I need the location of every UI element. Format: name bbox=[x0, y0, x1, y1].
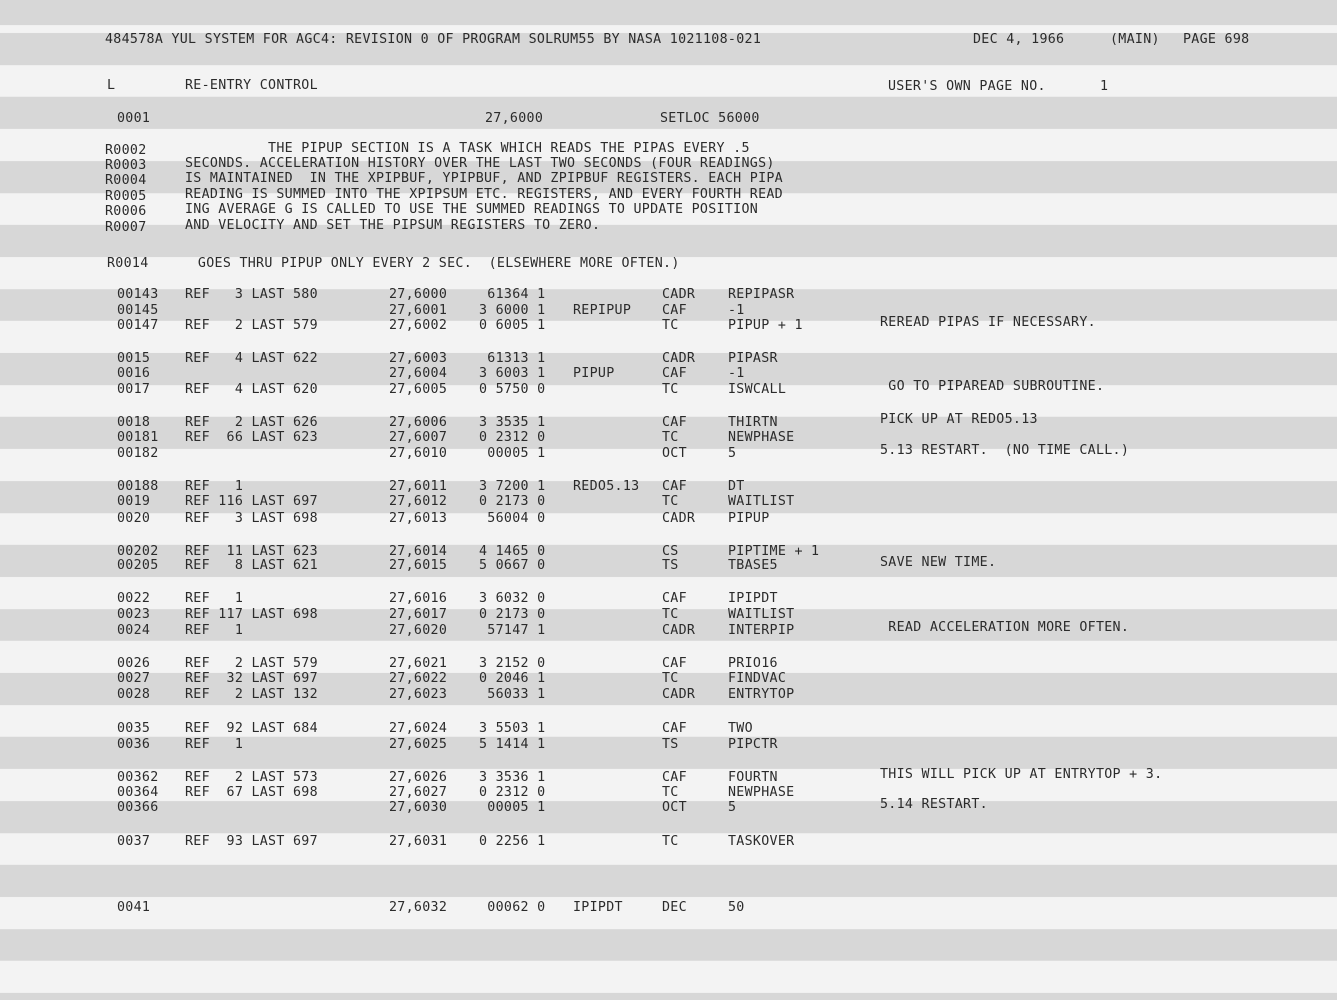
operand: WAITLIST bbox=[728, 607, 795, 622]
octal-word: 4 1465 0 bbox=[479, 544, 546, 559]
opcode: CADR bbox=[662, 351, 696, 366]
setloc-addr: 27,6000 bbox=[485, 111, 544, 126]
operand: 50 bbox=[728, 900, 745, 915]
address: 27,6031 bbox=[389, 834, 448, 849]
address: 27,6032 bbox=[389, 900, 448, 915]
opcode: CADR bbox=[662, 287, 696, 302]
opcode: CADR bbox=[662, 687, 696, 702]
octal-word: 0 2046 1 bbox=[479, 671, 546, 686]
remark-line-text: READING IS SUMMED INTO THE XPIPSUM ETC. REGISTERS, AND EVERY FOURTH READ bbox=[185, 187, 783, 202]
listing-section: (MAIN) bbox=[1110, 32, 1160, 47]
ref-field: REF 2 LAST 132 bbox=[185, 687, 318, 702]
opcode: TC bbox=[662, 318, 679, 333]
operand: INTERPIP bbox=[728, 623, 795, 638]
ref-field: REF 3 LAST 580 bbox=[185, 287, 318, 302]
octal-word: 0 6005 1 bbox=[479, 318, 546, 333]
ref-field: REF 4 LAST 622 bbox=[185, 351, 318, 366]
opcode: CS bbox=[662, 544, 679, 559]
operand: TBASE5 bbox=[728, 558, 778, 573]
operand: FINDVAC bbox=[728, 671, 787, 686]
operand: FOURTN bbox=[728, 770, 778, 785]
line-number: 0036 bbox=[117, 737, 151, 752]
ref-field: REF 117 LAST 698 bbox=[185, 607, 318, 622]
address: 27,6002 bbox=[389, 318, 448, 333]
address: 27,6024 bbox=[389, 721, 448, 736]
operand: TWO bbox=[728, 721, 753, 736]
octal-word: 3 3535 1 bbox=[479, 415, 546, 430]
remark-line-num: R0005 bbox=[105, 189, 147, 204]
remark-text: GOES THRU PIPUP ONLY EVERY 2 SEC. (ELSEWHERE MORE OFTEN.) bbox=[173, 256, 680, 271]
octal-word: 5 0667 0 bbox=[479, 558, 546, 573]
opcode: TC bbox=[662, 382, 679, 397]
address: 27,6001 bbox=[389, 303, 448, 318]
opcode: TC bbox=[662, 607, 679, 622]
operand: IPIPDT bbox=[728, 591, 778, 606]
line-number: 00181 bbox=[117, 430, 159, 445]
remark-line-text: SECONDS. ACCELERATION HISTORY OVER THE LAST TWO SECONDS (FOUR READINGS) bbox=[185, 156, 775, 171]
ref-field: REF 66 LAST 623 bbox=[185, 430, 318, 445]
ref-field: REF 2 LAST 579 bbox=[185, 656, 318, 671]
comment: SAVE NEW TIME. bbox=[880, 555, 997, 570]
address: 27,6000 bbox=[389, 287, 448, 302]
opcode: TS bbox=[662, 737, 679, 752]
octal-word: 0 2312 0 bbox=[479, 785, 546, 800]
operand: PRIO16 bbox=[728, 656, 778, 671]
operand: PIPASR bbox=[728, 351, 778, 366]
address: 27,6030 bbox=[389, 800, 448, 815]
octal-word: 00005 1 bbox=[479, 800, 546, 815]
octal-word: 56004 0 bbox=[479, 511, 546, 526]
opcode: OCT bbox=[662, 800, 687, 815]
operand: PIPUP bbox=[728, 511, 770, 526]
operand: ISWCALL bbox=[728, 382, 787, 397]
ref-field: REF 1 bbox=[185, 591, 244, 606]
operand: REPIPASR bbox=[728, 287, 795, 302]
octal-word: 5 1414 1 bbox=[479, 737, 546, 752]
address: 27,6026 bbox=[389, 770, 448, 785]
ref-field: REF 67 LAST 698 bbox=[185, 785, 318, 800]
line-number: 00143 bbox=[117, 287, 159, 302]
line-number: 0018 bbox=[117, 415, 151, 430]
opcode: CAF bbox=[662, 770, 687, 785]
subheader-title: RE-ENTRY CONTROL bbox=[185, 78, 318, 93]
line-number: 0015 bbox=[117, 351, 151, 366]
operand: WAITLIST bbox=[728, 494, 795, 509]
address: 27,6010 bbox=[389, 446, 448, 461]
operand: NEWPHASE bbox=[728, 785, 795, 800]
line-number: 00147 bbox=[117, 318, 159, 333]
octal-word: 56033 1 bbox=[479, 687, 546, 702]
ref-field: REF 1 bbox=[185, 737, 244, 752]
opcode: CAF bbox=[662, 303, 687, 318]
address: 27,6020 bbox=[389, 623, 448, 638]
setloc-num: 0001 bbox=[117, 111, 151, 126]
address: 27,6013 bbox=[389, 511, 448, 526]
comment: 5.13 RESTART. (NO TIME CALL.) bbox=[880, 443, 1130, 458]
line-number: 00182 bbox=[117, 446, 159, 461]
opcode: CADR bbox=[662, 623, 696, 638]
line-number: 00145 bbox=[117, 303, 159, 318]
operand: PIPCTR bbox=[728, 737, 778, 752]
line-number: 00205 bbox=[117, 558, 159, 573]
octal-word: 00062 0 bbox=[479, 900, 546, 915]
remark-line-text: ING AVERAGE G IS CALLED TO USE THE SUMMED READINGS TO UPDATE POSITION bbox=[185, 202, 759, 217]
operand: THIRTN bbox=[728, 415, 778, 430]
line-number: 00366 bbox=[117, 800, 159, 815]
line-number: 0028 bbox=[117, 687, 151, 702]
line-number: 0016 bbox=[117, 366, 151, 381]
octal-word: 3 7200 1 bbox=[479, 479, 546, 494]
listing-page: PAGE 698 bbox=[1183, 32, 1250, 47]
address: 27,6025 bbox=[389, 737, 448, 752]
address: 27,6027 bbox=[389, 785, 448, 800]
operand: PIPTIME + 1 bbox=[728, 544, 820, 559]
opcode: TC bbox=[662, 834, 679, 849]
octal-word: 0 2173 0 bbox=[479, 607, 546, 622]
comment: 5.14 RESTART. bbox=[880, 797, 988, 812]
line-number: 0023 bbox=[117, 607, 151, 622]
line-number: 00188 bbox=[117, 479, 159, 494]
octal-word: 0 5750 0 bbox=[479, 382, 546, 397]
address: 27,6022 bbox=[389, 671, 448, 686]
octal-word: 0 2173 0 bbox=[479, 494, 546, 509]
opcode: CAF bbox=[662, 479, 687, 494]
opcode: CAF bbox=[662, 721, 687, 736]
comment: READ ACCELERATION MORE OFTEN. bbox=[880, 620, 1130, 635]
line-number: 0037 bbox=[117, 834, 151, 849]
listing-title: 484578A YUL SYSTEM FOR AGC4: REVISION 0 OF PROGRAM SOLRUM55 BY NASA 1021108-021 bbox=[105, 32, 762, 47]
address: 27,6005 bbox=[389, 382, 448, 397]
ref-field: REF 93 LAST 697 bbox=[185, 834, 318, 849]
opcode: CAF bbox=[662, 656, 687, 671]
octal-word: 0 2256 1 bbox=[479, 834, 546, 849]
ref-field: REF 32 LAST 697 bbox=[185, 671, 318, 686]
remark-line-text: THE PIPUP SECTION IS A TASK WHICH READS THE PIPAS EVERY .5 bbox=[185, 141, 750, 156]
remark-line-num: R0002 bbox=[105, 143, 147, 158]
octal-word: 0 2312 0 bbox=[479, 430, 546, 445]
operand: NEWPHASE bbox=[728, 430, 795, 445]
line-number: 00362 bbox=[117, 770, 159, 785]
remark-line-text: IS MAINTAINED IN THE XPIPBUF, YPIPBUF, AND ZPIPBUF REGISTERS. EACH PIPA bbox=[185, 171, 783, 186]
octal-word: 61313 1 bbox=[479, 351, 546, 366]
operand: -1 bbox=[728, 303, 745, 318]
address: 27,6021 bbox=[389, 656, 448, 671]
opcode: CAF bbox=[662, 415, 687, 430]
address: 27,6011 bbox=[389, 479, 448, 494]
listing-date: DEC 4, 1966 bbox=[973, 32, 1065, 47]
ref-field: REF 4 LAST 620 bbox=[185, 382, 318, 397]
address: 27,6012 bbox=[389, 494, 448, 509]
octal-word: 3 2152 0 bbox=[479, 656, 546, 671]
comment: PICK UP AT REDO5.13 bbox=[880, 412, 1038, 427]
opcode: TC bbox=[662, 785, 679, 800]
address: 27,6015 bbox=[389, 558, 448, 573]
line-number: 0020 bbox=[117, 511, 151, 526]
line-number: 0026 bbox=[117, 656, 151, 671]
address: 27,6004 bbox=[389, 366, 448, 381]
line-number: 0022 bbox=[117, 591, 151, 606]
address: 27,6014 bbox=[389, 544, 448, 559]
address: 27,6006 bbox=[389, 415, 448, 430]
address: 27,6007 bbox=[389, 430, 448, 445]
ref-field: REF 11 LAST 623 bbox=[185, 544, 318, 559]
remark-line-num: R0006 bbox=[105, 204, 147, 219]
symbol-label: REDO5.13 bbox=[573, 479, 640, 494]
ref-field: REF 2 LAST 626 bbox=[185, 415, 318, 430]
ref-field: REF 2 LAST 579 bbox=[185, 318, 318, 333]
opcode: CAF bbox=[662, 591, 687, 606]
octal-word: 3 5503 1 bbox=[479, 721, 546, 736]
opcode: TC bbox=[662, 671, 679, 686]
comment: GO TO PIPAREAD SUBROUTINE. bbox=[880, 379, 1105, 394]
ref-field: REF 116 LAST 697 bbox=[185, 494, 318, 509]
octal-word: 3 6000 1 bbox=[479, 303, 546, 318]
operand: TASKOVER bbox=[728, 834, 795, 849]
remark-line-num: R0007 bbox=[105, 220, 147, 235]
ref-field: REF 1 bbox=[185, 479, 244, 494]
operand: 5 bbox=[728, 800, 737, 815]
operand: -1 bbox=[728, 366, 745, 381]
octal-word: 3 3536 1 bbox=[479, 770, 546, 785]
address: 27,6016 bbox=[389, 591, 448, 606]
octal-word: 61364 1 bbox=[479, 287, 546, 302]
operand: PIPUP + 1 bbox=[728, 318, 803, 333]
address: 27,6003 bbox=[389, 351, 448, 366]
symbol-label: REPIPUP bbox=[573, 303, 632, 318]
comment: REREAD PIPAS IF NECESSARY. bbox=[880, 315, 1096, 330]
subheader-code: L bbox=[107, 78, 116, 93]
octal-word: 57147 1 bbox=[479, 623, 546, 638]
remark-num: R0014 bbox=[107, 256, 149, 271]
opcode: CAF bbox=[662, 366, 687, 381]
octal-word: 3 6003 1 bbox=[479, 366, 546, 381]
address: 27,6017 bbox=[389, 607, 448, 622]
opcode: TS bbox=[662, 558, 679, 573]
line-number: 0041 bbox=[117, 900, 151, 915]
opcode: OCT bbox=[662, 446, 687, 461]
user-page-number: 1 bbox=[1100, 79, 1109, 94]
address: 27,6023 bbox=[389, 687, 448, 702]
remark-line-num: R0004 bbox=[105, 173, 147, 188]
opcode: CADR bbox=[662, 511, 696, 526]
symbol-label: PIPUP bbox=[573, 366, 615, 381]
remark-line-text: AND VELOCITY AND SET THE PIPSUM REGISTERS TO ZERO. bbox=[185, 218, 601, 233]
user-page-label: USER'S OWN PAGE NO. bbox=[888, 79, 1046, 94]
line-number: 0019 bbox=[117, 494, 151, 509]
operand: ENTRYTOP bbox=[728, 687, 795, 702]
operand: DT bbox=[728, 479, 745, 494]
ref-field: REF 3 LAST 698 bbox=[185, 511, 318, 526]
setloc-text: SETLOC 56000 bbox=[660, 111, 760, 126]
ref-field: REF 1 bbox=[185, 623, 244, 638]
octal-word: 00005 1 bbox=[479, 446, 546, 461]
comment: THIS WILL PICK UP AT ENTRYTOP + 3. bbox=[880, 767, 1163, 782]
line-number: 0017 bbox=[117, 382, 151, 397]
ref-field: REF 92 LAST 684 bbox=[185, 721, 318, 736]
line-number: 00202 bbox=[117, 544, 159, 559]
ref-field: REF 2 LAST 573 bbox=[185, 770, 318, 785]
line-number: 00364 bbox=[117, 785, 159, 800]
symbol-label: IPIPDT bbox=[573, 900, 623, 915]
octal-word: 3 6032 0 bbox=[479, 591, 546, 606]
line-number: 0024 bbox=[117, 623, 151, 638]
opcode: TC bbox=[662, 430, 679, 445]
remark-line-num: R0003 bbox=[105, 158, 147, 173]
opcode: TC bbox=[662, 494, 679, 509]
line-number: 0035 bbox=[117, 721, 151, 736]
ref-field: REF 8 LAST 621 bbox=[185, 558, 318, 573]
opcode: DEC bbox=[662, 900, 687, 915]
line-number: 0027 bbox=[117, 671, 151, 686]
operand: 5 bbox=[728, 446, 737, 461]
